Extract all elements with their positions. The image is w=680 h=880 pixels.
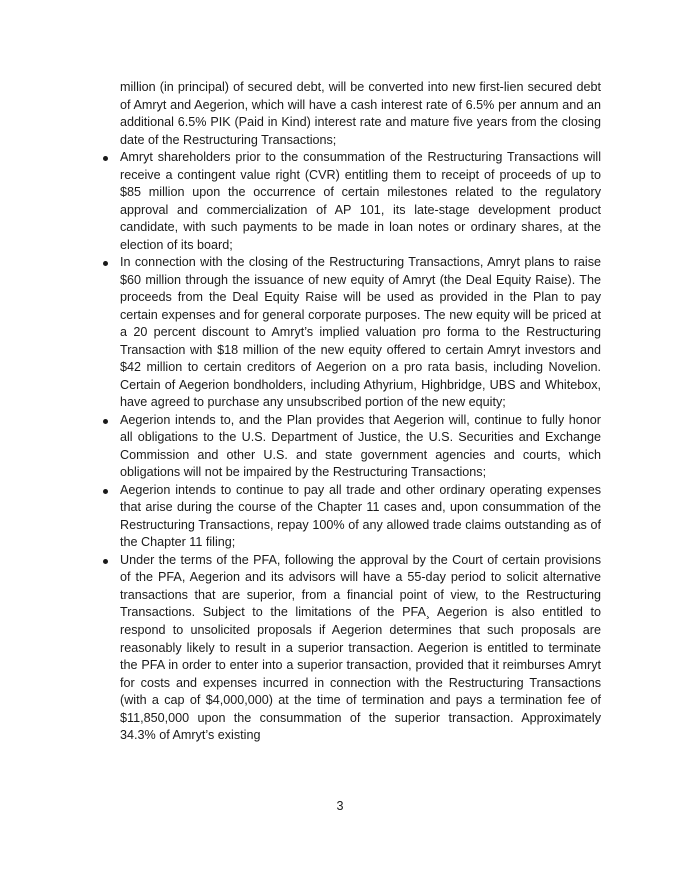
bullet-dot-icon [103, 261, 108, 266]
bullet-text: In connection with the closing of the Restructuring Transactions, Amryt plans to raise $60 million through the issuance of new equity of Amryt (the Deal Equity Raise). The proceeds from the Deal Equity Raise will be used as provided in the Plan to pay certain expenses and for general corporate purposes. The new equity will be priced at a 20 percent discount to Amryt’s implied valuation pro forma to the Restructuring Transaction with $18 million of the new equity offered to certain Amryt investors and $42 million to certain creditors of Aegerion on a pro rata basis, including Novelion. Certain of Aegerion bondholders, including Athyrium, Highbridge, UBS and Whitebox, have agreed to purchase any unsubscribed portion of the new equity; [120, 255, 601, 410]
continued-paragraph: million (in principal) of secured debt, will be converted into new first-lien secured debt of Amryt and Aegerion, which will have a cash interest rate of 6.5% per annum and an additional 6.5% PIK (Paid in Kind) interest rate and mature five years from the closing date of the Restructuring Transactions; [120, 80, 601, 147]
document-body [120, 79, 601, 745]
bullet-text: Under the terms of the PFA, following the approval by the Court of certain provisions of the PFA, Aegerion and its advisors will have a 55-day period to solicit alternative transactions that are superior, from a financial point of view, to the Restructuring Transactions. Subject to the limitations of the PFA¸ Aegerion is also entitled to respond to unsolicited proposals if Aegerion determines that such proposals are reasonably likely to result in a superior transaction. Aegerion is entitled to terminate the PFA in order to enter into a superior transaction, provided that it reimburses Amryt for costs and expenses incurred in connection with the Restructuring Transactions (with a cap of $4,000,000) at the time of termination and pays a termination fee of $11,850,000 upon the consummation of the superior transaction. Approximately 34.3% of Amryt’s existing [120, 552, 601, 743]
bullet-item-pfa-terms [120, 552, 601, 745]
bullet-text: Aegerion intends to, and the Plan provides that Aegerion will, continue to fully honor all obligations to the U.S. Department of Justice, the U.S. Securities and Exchange Commission and other U.S. and state government agencies and courts, which obligations will not be impaired by the Restructuring Transactions; [120, 412, 601, 480]
bullet-dot-icon [103, 489, 108, 494]
bullet-text: Amryt shareholders prior to the consummation of the Restructuring Transactions will receive a contingent value right (CVR) entitling them to receipt of proceeds of up to $85 million upon the occurrence of certain milestones related to the regulatory approval and commercialization of AP 101, its late-stage development product candidate, with such payments to be made in loan notes or ordinary shares, at the election of its board; [120, 150, 601, 252]
bullet-item-obligations [120, 412, 601, 482]
bullet-dot-icon [103, 559, 108, 564]
bullet-text: Aegerion intends to continue to pay all trade and other ordinary operating expenses that arise during the course of the Chapter 11 cases and, upon consummation of the Restructuring Transactions, repay 100% of any allowed trade claims outstanding as of the Chapter 11 filing; [120, 482, 601, 550]
bullet-dot-icon [103, 156, 108, 161]
bullet-item-trade-expenses [120, 482, 601, 552]
bullet-item-equity-raise [120, 254, 601, 412]
bullet-dot-icon [103, 419, 108, 424]
bullet-item-cvr [120, 149, 601, 254]
page-number: 3 [336, 799, 344, 813]
